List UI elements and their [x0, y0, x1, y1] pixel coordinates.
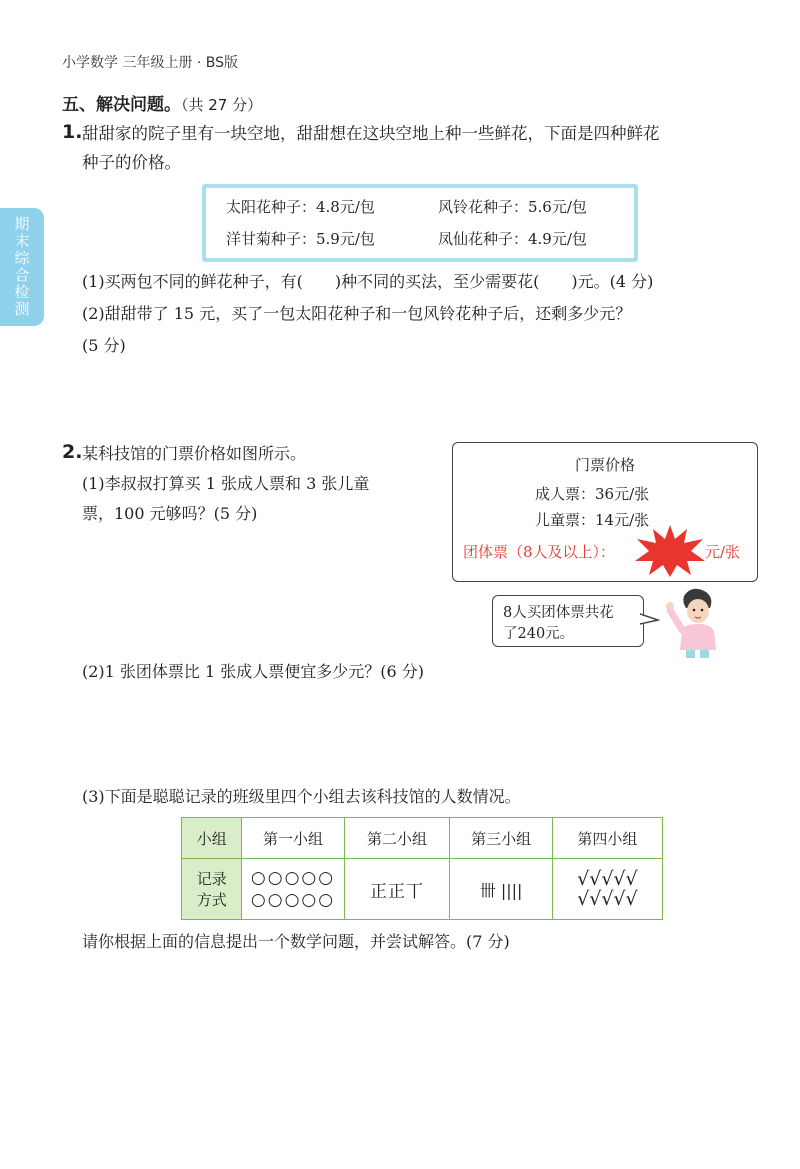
price-sunflower: 太阳花种子：4.8元/包	[226, 198, 375, 216]
group-4-record	[552, 859, 662, 920]
group-4-checks-line-1: √√√√√	[577, 868, 638, 890]
group-1-circles-line-2: ○○○○○	[250, 890, 336, 910]
question-1-line-1: 甜甜家的院子里有一块空地，甜甜想在这块空地上种一些鲜花，下面是四种鲜花	[82, 124, 660, 143]
question-1-line-2: 种子的价格。	[82, 153, 181, 172]
page-header: 小学数学 三年级上册 · BS版	[62, 55, 239, 71]
group-2-tally: 正正丅	[370, 881, 424, 902]
ticket-price-box	[452, 442, 758, 582]
question-2-sub-2: (2)1 张团体票比 1 张成人票便宜多少元？(6 分)	[82, 662, 425, 681]
price-balsam: 凤仙花种子：4.9元/包	[438, 230, 587, 248]
ticket-group-suffix: 元/张	[705, 543, 741, 561]
group-3-tally: 卌 ||||	[479, 880, 523, 900]
question-2-sub-1-line-1: (1)李叔叔打算买 1 张成人票和 3 张儿童	[82, 474, 370, 493]
speech-line-1: 8人买团体票共花	[503, 605, 614, 621]
question-2-sub-3: (3)下面是聪聪记录的班级里四个小组去该科技馆的人数情况。	[82, 787, 521, 806]
question-2-closing: 请你根据上面的信息提出一个数学问题，并尝试解答。(7 分)	[82, 932, 510, 951]
section-points: （共 27 分）	[181, 96, 263, 114]
side-tab-label: 期末综合检测	[12, 216, 31, 318]
table-row	[182, 859, 663, 920]
record-label-line-1: 记录	[196, 870, 227, 888]
record-label-cell	[182, 859, 242, 920]
ticket-adult: 成人票：36元/张	[535, 485, 650, 503]
question-1-sub-2-line-1: (2)甜甜带了 15 元，买了一包太阳花种子和一包风铃花种子后，还剩多少元？	[82, 304, 632, 323]
record-table	[181, 817, 663, 920]
speech-tail-icon	[640, 612, 660, 628]
group-1-circles-line-1: ○○○○○	[250, 868, 336, 888]
section-title-text: 五、解决问题。	[62, 95, 181, 115]
table-header-cell: 第二小组	[344, 818, 450, 859]
side-tab	[0, 208, 44, 326]
seed-price-box	[202, 184, 638, 262]
section-title	[62, 90, 262, 115]
question-2-number: 2.	[62, 441, 83, 463]
table-header-cell: 第三小组	[450, 818, 552, 859]
ticket-group-prefix: 团体票（8人及以上）：	[463, 543, 616, 561]
ticket-child: 儿童票：14元/张	[535, 511, 650, 529]
question-2-sub-1-line-2: 票，100 元够吗？(5 分)	[82, 504, 258, 523]
question-1-sub-1: (1)买两包不同的鲜花种子，有( )种不同的买法，至少需要花( )元。(4 分)	[82, 272, 654, 291]
group-3-record	[450, 859, 552, 920]
table-header-cell: 第一小组	[242, 818, 344, 859]
group-1-record	[242, 859, 344, 920]
price-chamomile: 洋甘菊种子：5.9元/包	[226, 230, 375, 248]
price-bellflower: 风铃花种子：5.6元/包	[438, 198, 587, 216]
question-1-number: 1.	[62, 121, 83, 143]
record-label-line-2: 方式	[196, 891, 227, 909]
table-header-row	[182, 818, 663, 859]
speech-bubble	[492, 595, 644, 647]
question-1-sub-2-line-2: (5 分)	[82, 336, 126, 355]
question-2-intro: 某科技馆的门票价格如图所示。	[82, 444, 307, 463]
speech-line-2: 了240元。	[503, 626, 575, 642]
starburst-icon	[635, 525, 705, 577]
boy-character-icon	[664, 584, 724, 660]
table-header-cell: 小组	[182, 818, 242, 859]
group-4-checks-line-2: √√√√√	[577, 888, 638, 910]
group-2-record	[344, 859, 450, 920]
table-header-cell: 第四小组	[552, 818, 662, 859]
ticket-title: 门票价格	[574, 456, 635, 474]
